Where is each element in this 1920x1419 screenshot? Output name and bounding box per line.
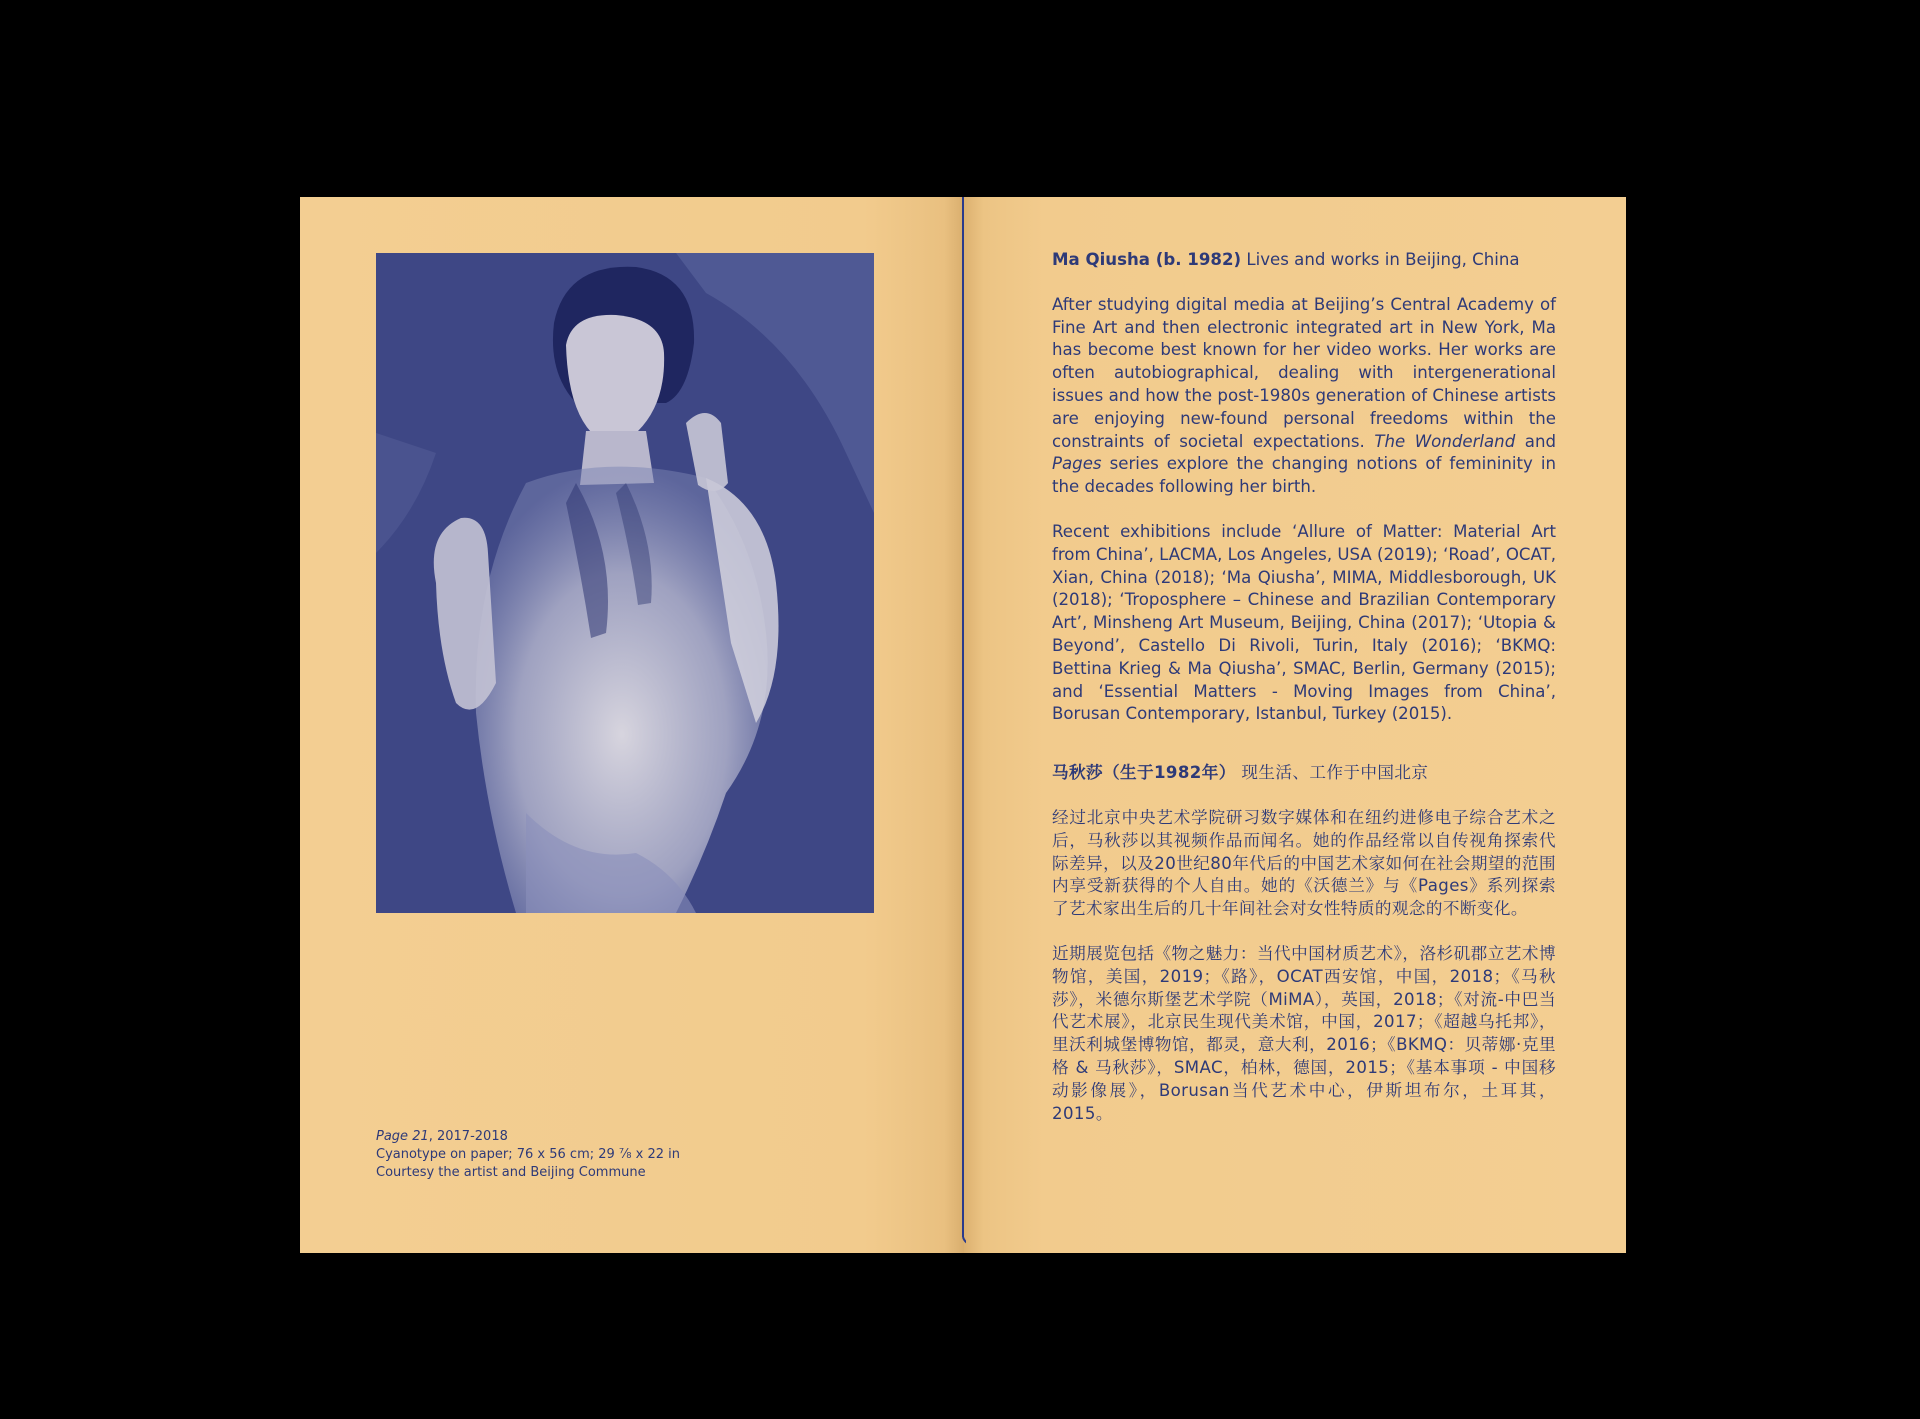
artwork-medium: Cyanotype on paper; 76 x 56 cm; 29 ⅞ x 22 in: [376, 1147, 681, 1162]
left-page: [300, 197, 964, 1253]
cn-artist-location: 现生活、工作于中国北京: [1235, 763, 1429, 783]
bio-conjunction: and: [1515, 431, 1556, 451]
en-exhibitions: Recent exhibitions include ‘Allure of Matter: Material Art from China’, LACMA, Los Angeles, USA (2019); ‘Road’, OCAT, Xian, China (2018); ‘Ma Qiusha’, MIMA, Middlesborough, UK (2018); ‘Troposphere – Chinese and Brazilian Contemporary Art’, Minsheng Art Museum, Beijing, China (2017); ‘Utopia & Beyond’, Castello Di Rivoli, Turin, Italy (2016); ‘BKMQ: Bettina Krieg & Ma Qiusha’, SMAC, Berlin, Germany (2015); and ‘Essential Matters - Moving Images from China’, Borusan Contemporary, Istanbul, Turkey (2015).: [1052, 521, 1556, 724]
cyanotype-photograph: [376, 253, 874, 913]
en-biography: [1052, 294, 1556, 499]
series-title-pages: Pages: [1052, 454, 1102, 474]
book-spread: [300, 197, 1626, 1253]
series-title-wonderland: The Wonderland: [1374, 431, 1516, 451]
cn-exhibitions: 近期展览包括《物之魅力：当代中国材质艺术》，洛杉矶郡立艺术博物馆，美国，2019；《路》，OCAT西安馆，中国，2018；《马秋莎》，米德尔斯堡艺术学院（MiMA），英国，2018；《对流-中巴当代艺术展》，北京民生现代美术馆，中国，2017；《超越乌托邦》，里沃利城堡博物馆，都灵，意大利，2016；《BKMQ：贝蒂娜·克里格 & 马秋莎》，SMAC，柏林，德国，2015；《基本事项 - 中国移动影像展》，Borusan当代艺术中心，伊斯坦布尔，土耳其，2015。: [1052, 943, 1556, 1123]
artwork-caption: [376, 1128, 796, 1182]
artwork-year: , 2017-2018: [428, 1129, 508, 1144]
biography-text: [1052, 249, 1556, 1147]
artist-location: Lives and works in Beijing, China: [1241, 250, 1520, 269]
artwork-credit: Courtesy the artist and Beijing Commune: [376, 1165, 646, 1180]
artist-name: Ma Qiusha (b. 1982): [1052, 250, 1242, 269]
en-heading: [1052, 249, 1556, 272]
bio-text-b: series explore the changing notions of femininity in the decades following her birth.: [1052, 454, 1556, 497]
cn-section: [1052, 762, 1556, 1125]
artwork-title: Page 21: [376, 1129, 429, 1144]
cn-heading: [1052, 762, 1556, 785]
cn-artist-name: 马秋莎（生于1982年）: [1052, 763, 1236, 783]
bio-text-a: After studying digital media at Beijing’s Central Academy of Fine Art and then electronic integrated art in New York, Ma has become best known for her video works. Her works are often autobiographical, dealing with intergenerational issues and how the post-1980s generation of Chinese artists are enjoying new-found personal freedoms within the constraints of societal expectations.: [1052, 294, 1556, 451]
binding-thread: [960, 197, 966, 1253]
portrait-figure: [376, 253, 874, 913]
caption-title-line: [376, 1128, 796, 1146]
cn-biography: 经过北京中央艺术学院研习数字媒体和在纽约进修电子综合艺术之后，马秋莎以其视频作品而闻名。她的作品经常以自传视角探索代际差异，以及20世纪80年代后的中国艺术家如何在社会期望的范围内享受新获得的个人自由。她的《沃德兰》与《Pages》系列探索了艺术家出生后的几十年间社会对女性特质的观念的不断变化。: [1052, 807, 1556, 919]
